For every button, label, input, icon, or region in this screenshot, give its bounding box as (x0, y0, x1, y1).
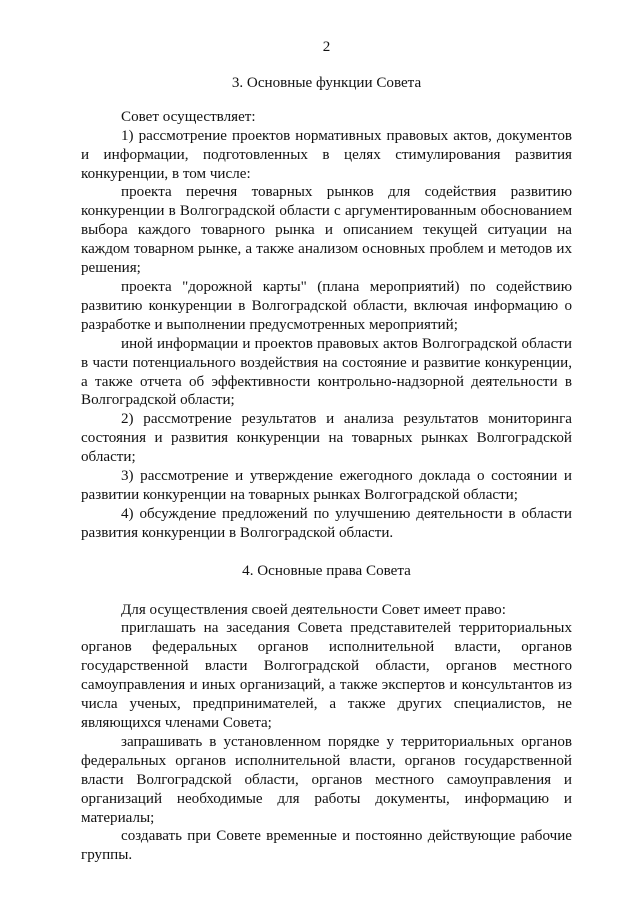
section-4-paragraph: создавать при Совете временные и постоянно действующие рабочие группы. (81, 828, 572, 864)
section-3-paragraph: проекта "дорожной карты" (плана мероприятий) по содействию развитию конкуренции в Волгоградской области, включая информацию о разработке и выполнении предусмотренных мероприятий; (81, 278, 572, 333)
section-3-heading: 3. Основные функции Совета (231, 74, 422, 91)
section-4-paragraph: Для осуществления своей деятельности Совет имеет право: (121, 601, 506, 618)
section-3-paragraph: Совет осуществляет: (121, 108, 256, 125)
section-3-paragraph: 4) обсуждение предложений по улучшению деятельности в области развития конкуренции в Волгоградской области. (81, 505, 572, 541)
section-4-paragraph: запрашивать в установленном порядке у территориальных органов федеральных органов исполнительной власти, органов государственной власти Волгоградской области, органов местного самоуправления и организаций необходимые для работы документы, информацию и материалы; (81, 733, 572, 826)
section-3-paragraph: проекта перечня товарных рынков для содействия развитию конкуренции в Волгоградской области с аргументированным обоснованием выбора каждого товарного рынка и описанием текущей ситуации на каждом товарном рынке, а также анализом основных проблем и методов их решения; (81, 184, 572, 277)
section-3-paragraph: 3) рассмотрение и утверждение ежегодного доклада о состоянии и развитии конкуренции на товарных рынках Волгоградской области; (81, 468, 572, 503)
section-3-paragraph: 1) рассмотрение проектов нормативных правовых актов, документов и информации, подготовленных в целях стимулирования развития конкуренции, в том числе: (81, 127, 572, 182)
section-4-paragraph: приглашать на заседания Совета представителей территориальных органов федеральных органов исполнительной власти, органов государственной власти Волгоградской области, органов местного самоуправления и иных организаций, а также экспертов и консультантов из числа ученых, предпринимателей, а также других специалистов, не являющихся членами Совета; (81, 620, 572, 731)
page-number: 2 (322, 39, 331, 55)
section-3-paragraph: 2) рассмотрение результатов и анализа результатов мониторинга состояния и развития конкуренции на товарных рынках Волгоградской области; (81, 411, 572, 466)
section-4-heading: 4. Основные права Совета (242, 562, 411, 579)
section-3-paragraph: иной информации и проектов правовых актов Волгоградской области в части потенциального воздействия на состояние и развитие конкуренции, а также отчета об эффективности контрольно-надзорной деятельности в Волгоградской области; (81, 335, 572, 409)
